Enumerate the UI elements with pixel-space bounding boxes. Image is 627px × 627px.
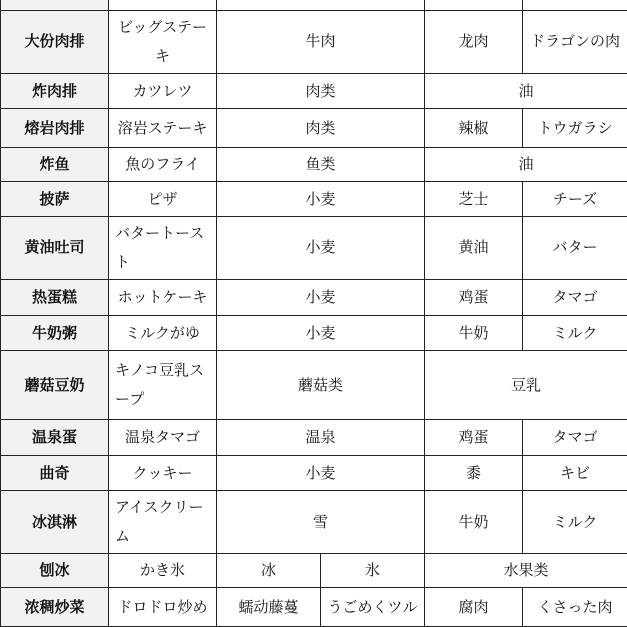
dish-name-cn: 浓稠炒菜 xyxy=(1,588,109,627)
ingredient-2-jp: チーズ xyxy=(523,182,627,217)
dish-name-cn: 炸鱼 xyxy=(1,147,109,182)
ingredient-2-jp: ドラゴンの肉 xyxy=(523,10,627,73)
ingredient-2: 豆乳 xyxy=(425,350,627,419)
dish-name-jp: キノコ豆乳スープ xyxy=(109,350,217,419)
ingredient-2: 水果类 xyxy=(425,553,627,588)
dish-name-cn: 牛奶粥 xyxy=(1,316,109,351)
ingredient-1: 雪 xyxy=(217,490,425,553)
ingredient-1: 小麦 xyxy=(217,182,425,217)
dish-name-cn: 热蛋糕 xyxy=(1,279,109,316)
dish-name-cn: 大份肉排 xyxy=(1,10,109,73)
table-row xyxy=(1,316,627,351)
ingredient-1: 小麦 xyxy=(217,279,425,316)
dish-name-jp: ホットケーキ xyxy=(109,279,217,316)
dish-name-jp: かき氷 xyxy=(109,553,217,588)
table-row xyxy=(1,588,627,627)
cut-off-row xyxy=(1,0,627,10)
ingredient-2-cn: 鸡蛋 xyxy=(425,279,523,316)
ingredient-1: 鱼类 xyxy=(217,147,425,182)
ingredient-1-cn: 蠕动藤蔓 xyxy=(217,588,321,627)
ingredient-1: 肉类 xyxy=(217,73,425,109)
ingredient-2-jp: タマゴ xyxy=(523,419,627,456)
ingredient-2-cn: 龙肉 xyxy=(425,10,523,73)
cut-off-cell xyxy=(523,0,627,10)
dish-name-cn: 炸肉排 xyxy=(1,73,109,109)
dish-name-cn: 冰淇淋 xyxy=(1,490,109,553)
dish-name-jp: カツレツ xyxy=(109,73,217,109)
cut-off-cell xyxy=(217,0,425,10)
dish-name-jp: ドロドロ炒め xyxy=(109,588,217,627)
table-row xyxy=(1,216,627,279)
ingredient-1: 温泉 xyxy=(217,419,425,456)
ingredient-2-jp: バター xyxy=(523,216,627,279)
table-row xyxy=(1,279,627,316)
ingredient-2-jp: タマゴ xyxy=(523,279,627,316)
dish-name-cn: 刨冰 xyxy=(1,553,109,588)
ingredient-2-cn: 芝士 xyxy=(425,182,523,217)
dish-name-cn: 蘑菇豆奶 xyxy=(1,350,109,419)
ingredient-2-jp: くさった肉 xyxy=(523,588,627,627)
ingredient-2-cn: 黄油 xyxy=(425,216,523,279)
dish-name-jp: アイスクリーム xyxy=(109,490,217,553)
cut-off-cell xyxy=(425,0,523,10)
ingredient-2-cn: 牛奶 xyxy=(425,316,523,351)
table-row xyxy=(1,350,627,419)
ingredient-2-cn: 牛奶 xyxy=(425,490,523,553)
dish-name-jp: 溶岩ステーキ xyxy=(109,109,217,148)
ingredient-2-cn: 黍 xyxy=(425,456,523,491)
ingredient-1: 蘑菇类 xyxy=(217,350,425,419)
table-row xyxy=(1,73,627,109)
table-row xyxy=(1,10,627,73)
ingredient-1: 牛肉 xyxy=(217,10,425,73)
ingredient-2-jp: ミルク xyxy=(523,490,627,553)
table-row xyxy=(1,182,627,217)
ingredient-2: 油 xyxy=(425,73,627,109)
dish-name-cn: 温泉蛋 xyxy=(1,419,109,456)
cut-off-cell xyxy=(1,0,109,10)
ingredient-2: 油 xyxy=(425,147,627,182)
dish-name-jp: ビッグステーキ xyxy=(109,10,217,73)
dish-name-jp: 温泉タマゴ xyxy=(109,419,217,456)
ingredient-1-cn: 冰 xyxy=(217,553,321,588)
ingredient-2-cn: 鸡蛋 xyxy=(425,419,523,456)
dish-name-jp: 魚のフライ xyxy=(109,147,217,182)
dish-name-cn: 熔岩肉排 xyxy=(1,109,109,148)
table-row xyxy=(1,109,627,148)
table-row xyxy=(1,490,627,553)
dish-name-cn: 披萨 xyxy=(1,182,109,217)
table-row xyxy=(1,456,627,491)
dish-name-cn: 黄油吐司 xyxy=(1,216,109,279)
ingredient-1: 肉类 xyxy=(217,109,425,148)
dish-name-jp: ミルクがゆ xyxy=(109,316,217,351)
dish-name-cn: 曲奇 xyxy=(1,456,109,491)
cut-off-cell xyxy=(109,0,217,10)
dish-name-jp: バタートースト xyxy=(109,216,217,279)
table-row xyxy=(1,553,627,588)
ingredient-1-jp: 氷 xyxy=(321,553,425,588)
ingredient-2-jp: キビ xyxy=(523,456,627,491)
table-row xyxy=(1,147,627,182)
ingredient-2-cn: 辣椒 xyxy=(425,109,523,148)
ingredient-1: 小麦 xyxy=(217,456,425,491)
ingredient-2-cn: 腐肉 xyxy=(425,588,523,627)
ingredient-1: 小麦 xyxy=(217,216,425,279)
ingredient-1: 小麦 xyxy=(217,316,425,351)
table-row xyxy=(1,419,627,456)
ingredient-2-jp: ミルク xyxy=(523,316,627,351)
ingredient-2-jp: トウガラシ xyxy=(523,109,627,148)
ingredient-1-jp: うごめくツル xyxy=(321,588,425,627)
dish-name-jp: ピザ xyxy=(109,182,217,217)
dish-name-jp: クッキー xyxy=(109,456,217,491)
